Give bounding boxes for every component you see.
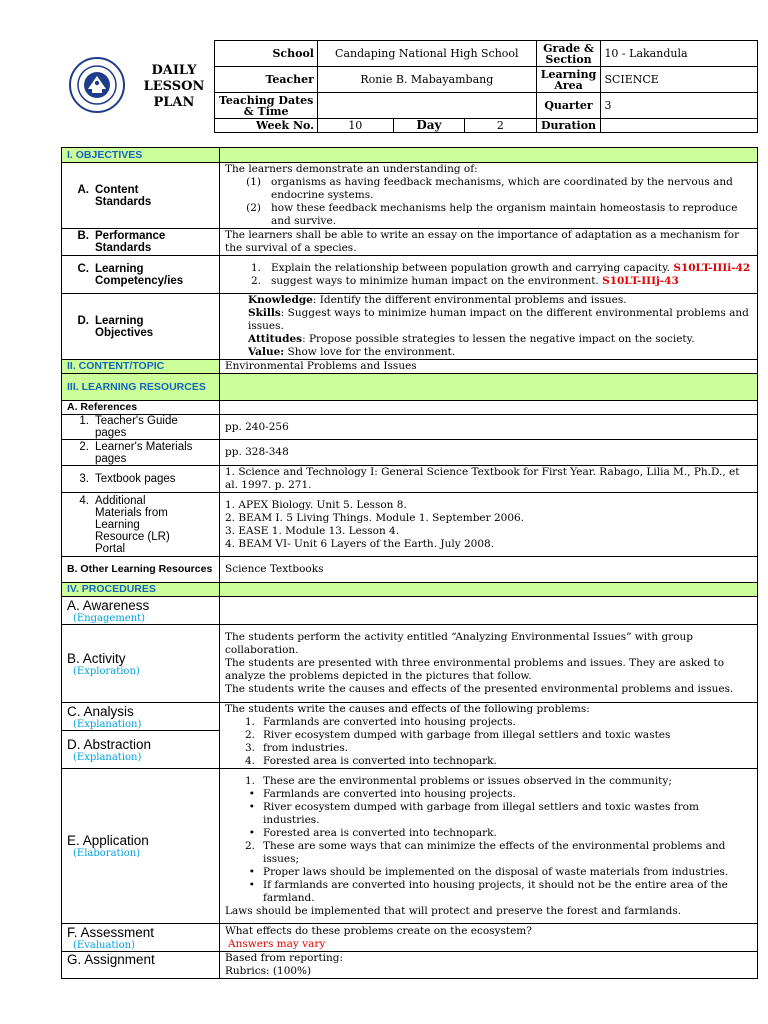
other-resources-label: B. Other Learning Resources	[62, 557, 220, 583]
analysis-label: C. Analysis (Explanation)	[62, 703, 220, 731]
content-standards-value: The learners demonstrate an understanding of: (1) organisms as having feedback mechanisms, which are coordinated by the nervous and endocrine systems. (2) how these feedback mechanisms help the organism maintain homeostasis to reproduce and survive.	[220, 163, 758, 229]
activity-value: The students perform the activity entitled “Analyzing Environmental Issues” with group collaboration. The students are presented with three environmental problems and issues. They are asked to analyze the problems depicted in the pictures that follow. The students write the causes and effects of the presented environmental problems and issues.	[220, 625, 758, 703]
assignment-value: Based from reporting: Rubrics: (100%)	[220, 952, 758, 979]
area-label: Learning Area	[536, 67, 601, 93]
lesson-plan-table	[61, 147, 758, 979]
abstraction-label: D. Abstraction (Explanation)	[62, 731, 220, 769]
performance-standards-label: B. Performance Standards	[62, 229, 220, 256]
day-value: 2	[465, 119, 537, 133]
application-value: 1. These are the environmental problems or issues observed in the community; • Farmlands are converted into housing projects. • River ecosystem dumped with garbage from illegal settlers and toxic wastes from industries. • Forested area is converted into technopark. 2. These are some ways that can minimize the effects of the environmental problems and issues; • Proper laws should be implemented on the disposal of waste materials from industries. • If farmlands are converted into housing projects, it should not be the entire area of the farmland. Laws should be implemented that will protect and preserve the forest and farmlands.	[220, 769, 758, 924]
quarter-label: Quarter	[536, 93, 601, 119]
content-standards-label: A. Content Standards	[62, 163, 220, 229]
textbook-label: 3. Textbook pages	[62, 466, 220, 493]
other-resources-value: Science Textbooks	[220, 557, 758, 583]
duration-label: Duration	[536, 119, 601, 133]
learning-objectives-label: D. Learning Objectives	[62, 294, 220, 360]
day-label: Day	[393, 119, 465, 133]
quarter-value: 3	[601, 93, 758, 119]
textbook-value: 1. Science and Technology I: General Science Textbook for First Year. Rabago, Lilia M., Ph.D., et al. 1997. p. 271.	[220, 466, 758, 493]
teacher-value: Ronie B. Mabayambang	[317, 67, 536, 93]
school-value: Candaping National High School	[317, 41, 536, 67]
references-label: A. References	[62, 401, 220, 415]
content-topic-value: Environmental Problems and Issues	[220, 360, 758, 374]
additional-materials-value: 1. APEX Biology. Unit 5. Lesson 8. 2. BEAM I. 5 Living Things. Module 1. September 2006. 3. EASE 1. Module 13. Lesson 4. 4. BEAM VI- Unit 6 Layers of the Earth. July 2008.	[220, 493, 758, 557]
competencies-value: 1. Explain the relationship between population growth and carrying capacity. S10LT-IIIi-42 2. suggest ways to minimize human impact on the environment. S10LT-IIIj-43	[220, 256, 758, 294]
week-value: 10	[317, 119, 393, 133]
lm-pages-value: pp. 328-348	[220, 440, 758, 466]
assignment-label: G. Assignment	[62, 952, 220, 979]
lm-pages-label: 2. Learner's Materials pages	[62, 440, 220, 466]
doc-title: DAILY LESSON PLAN	[143, 62, 205, 110]
dates-value	[317, 93, 536, 119]
assessment-label: F. Assessment (Evaluation)	[62, 924, 220, 952]
header-table	[61, 40, 758, 133]
competencies-label: C. Learning Competency/ies	[62, 256, 220, 294]
procedures-heading: IV. PROCEDURES	[62, 583, 220, 597]
deped-seal-icon	[68, 56, 126, 114]
awareness-label: A. Awareness (Engagement)	[62, 597, 220, 625]
week-label: Week No.	[215, 119, 318, 133]
tg-pages-value: pp. 240-256	[220, 415, 758, 440]
area-value: SCIENCE	[601, 67, 758, 93]
analysis-value: The students write the causes and effects of the following problems: 1. Farmlands are converted into housing projects. 2. River ecosystem dumped with garbage from illegal settlers and toxic wastes 3. from industries. 4. Forested area is converted into technopark.	[220, 703, 758, 769]
deped-seal	[61, 41, 134, 133]
content-topic-heading: II. CONTENT/TOPIC	[62, 360, 220, 374]
learning-objectives-value: Knowledge: Identify the different environmental problems and issues. Skills: Suggest ways to minimize human impact on the different environmental problems and issues. Attitudes: Propose possible strategies to lessen the negative impact on the society. Value: Show love for the environment.	[220, 294, 758, 360]
activity-label: B. Activity (Exploration)	[62, 625, 220, 703]
assessment-value: What effects do these problems create on the ecosystem? Answers may vary	[220, 924, 758, 952]
tg-pages-label: 1. Teacher's Guide pages	[62, 415, 220, 440]
teacher-label: Teacher	[215, 67, 318, 93]
dates-label: Teaching Dates & Time	[215, 93, 318, 119]
resources-heading: III. LEARNING RESOURCES	[62, 374, 220, 401]
performance-standards-value: The learners shall be able to write an essay on the importance of adaptation as a mechanism for the survival of a species.	[220, 229, 758, 256]
additional-materials-label: 4. Additional Materials from Learning Resource (LR) Portal	[62, 493, 220, 557]
duration-value	[601, 119, 758, 133]
grade-value: 10 - Lakandula	[601, 41, 758, 67]
grade-label: Grade & Section	[536, 41, 601, 67]
objectives-heading: I. OBJECTIVES	[62, 148, 220, 163]
school-label: School	[215, 41, 318, 67]
application-label: E. Application (Elaboration)	[62, 769, 220, 924]
